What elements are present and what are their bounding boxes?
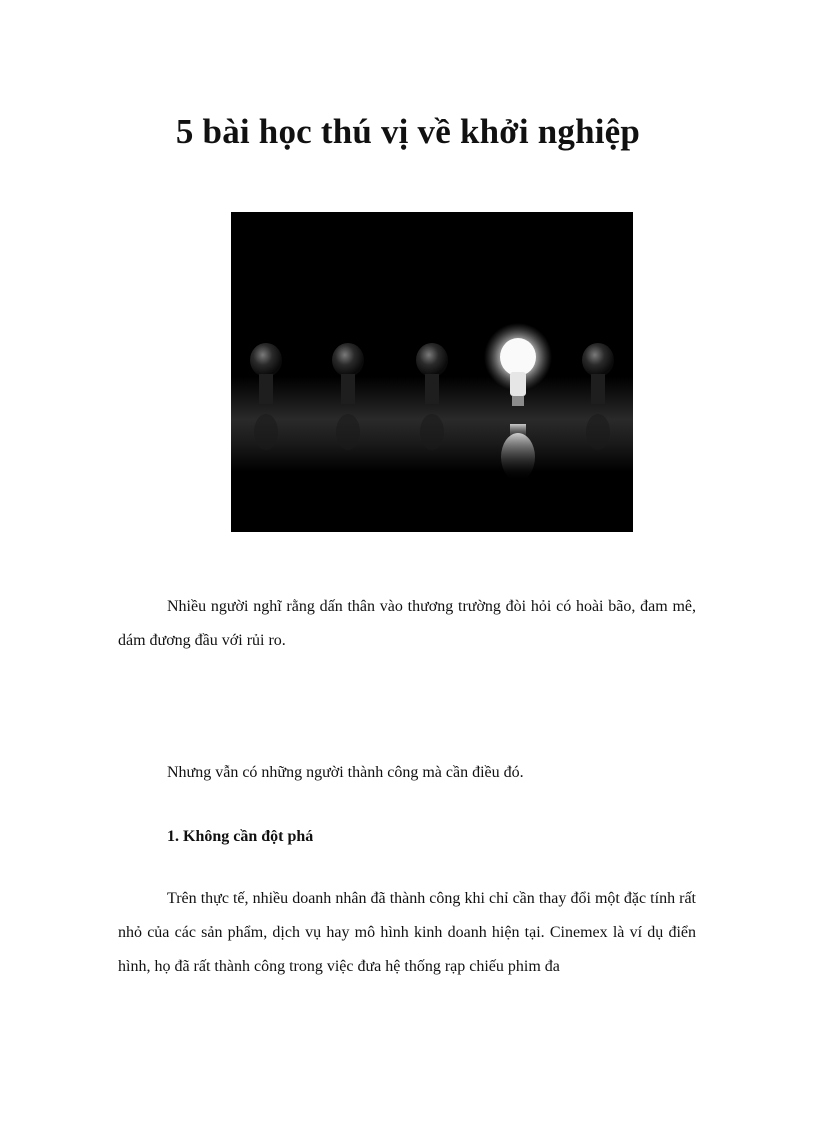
intro-paragraph: Nhiều người nghĩ rằng dấn thân vào thương trường đòi hỏi có hoài bão, đam mê, dám đương đầu với rủi ro. [118,598,696,649]
section-paragraph: Trên thực tế, nhiều doanh nhân đã thành công khi chỉ cần thay đổi một đặc tính rất nhỏ của các sản phẩm, dịch vụ hay mô hình kinh doanh hiện tại. Cinemex là ví dụ điển hình, họ đã rất thành công trong việc đưa hệ thống rạp chiếu phim đa [118,890,696,975]
section-heading: 1. Không cần đột phá [167,828,314,845]
light-bulbs-image [231,212,633,532]
light-bulbs-icon [231,212,633,532]
second-paragraph: Nhưng vẫn có những người thành công mà cần điều đó. [167,764,524,781]
document-title: 5 bài học thú vị về khởi nghiệp [175,112,641,151]
